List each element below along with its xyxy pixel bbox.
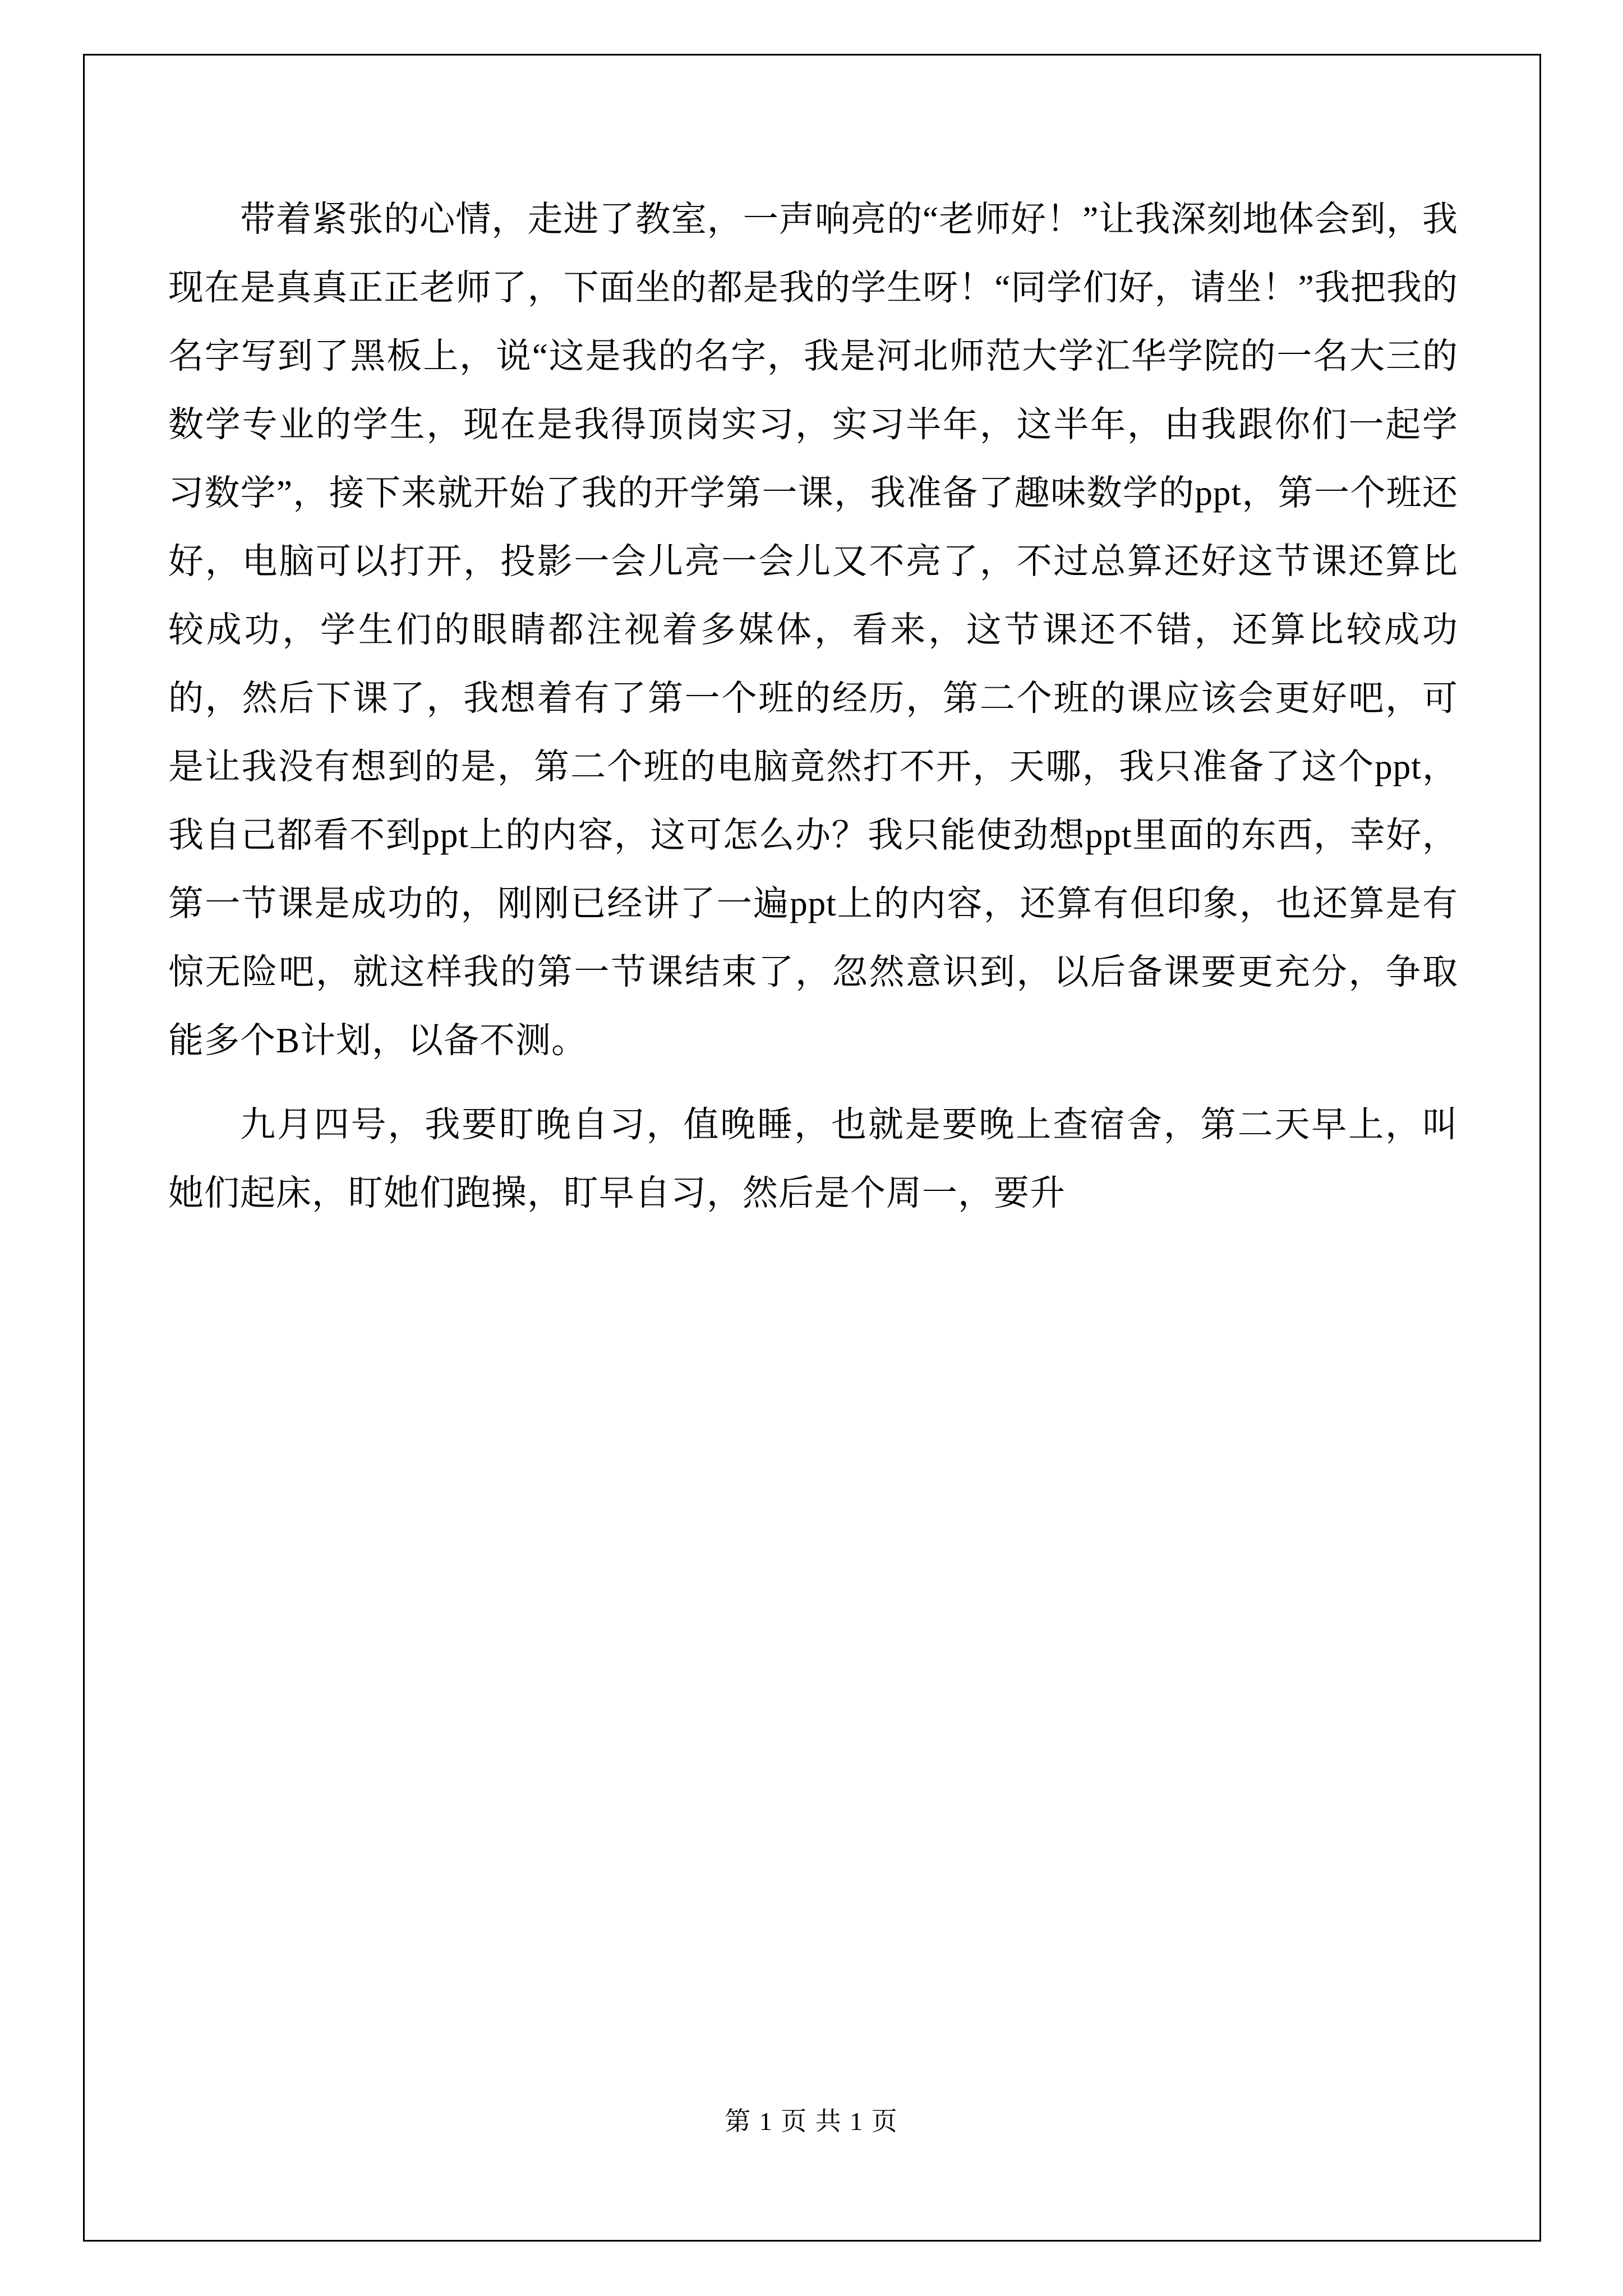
paragraph: 九月四号，我要盯晚自习，值晚睡，也就是要晚上查宿舍，第二天早上，叫她们起床，盯她们跑操，盯早自习，然后是个周一，要升	[168, 1105, 1458, 1213]
document-body	[168, 185, 1458, 1227]
page-footer: 第 1 页 共 1 页	[725, 2107, 898, 2136]
paragraph: 带着紧张的心情，走进了教室，一声响亮的“老师好！”让我深刻地体会到，我现在是真真正正老师了，下面坐的都是我的学生呀！“同学们好，请坐！”我把我的名字写到了黑板上，说“这是我的名字，我是河北师范大学汇华学院的一名大三的数学专业的学生，现在是我得顶岗实习，实习半年，这半年，由我跟你们一起学习数学”，接下来就开始了我的开学第一课，我准备了趣味数学的ppt，第一个班还好，电脑可以打开，投影一会儿亮一会儿又不亮了，不过总算还好这节课还算比较成功，学生们的眼睛都注视着多媒体，看来，这节课还不错，还算比较成功的，然后下课了，我想着有了第一个班的经历，第二个班的课应该会更好吧，可是让我没有想到的是，第二个班的电脑竟然打不开，天哪，我只准备了这个ppt，我自己都看不到ppt上的内容，这可怎么办？我只能使劲想ppt里面的东西，幸好，第一节课是成功的，刚刚已经讲了一遍ppt上的内容，还算有但印象，也还算是有惊无险吧，就这样我的第一节课结束了，忽然意识到，以后备课要更充分，争取能多个B计划，以备不测。	[168, 200, 1458, 1060]
